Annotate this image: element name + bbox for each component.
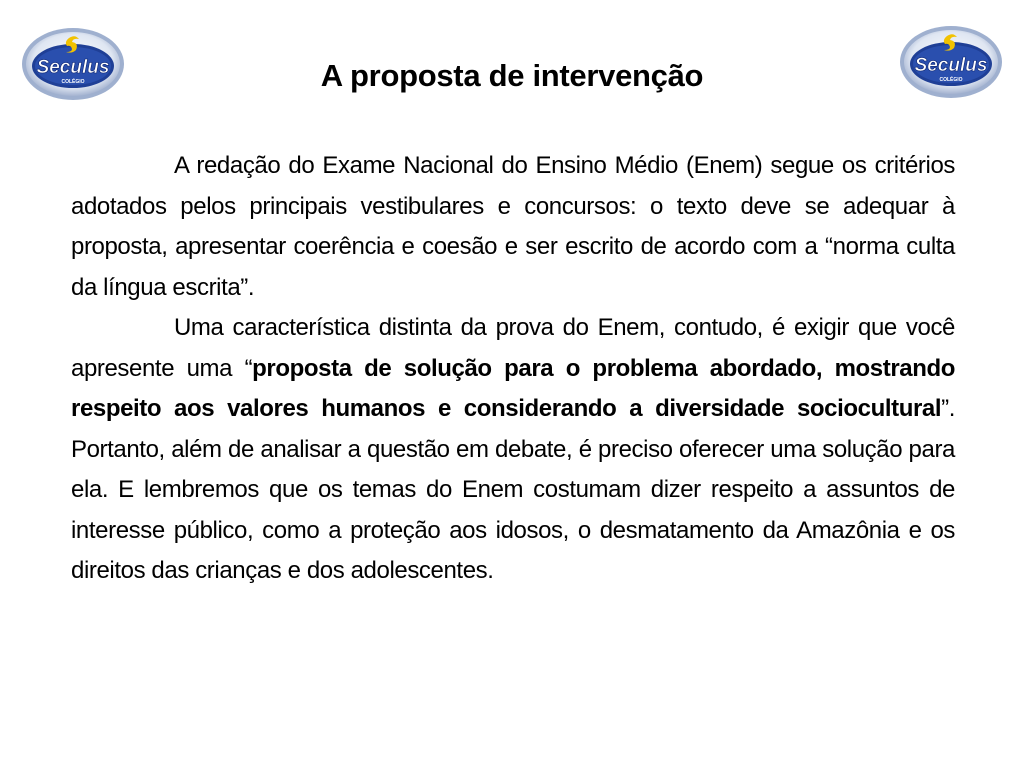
logo-wordmark: Seculus [914,55,988,76]
paragraph-2-emphasis: proposta de solução para o problema abordado, mostrando respeito aos valores humanos e considerando a diversidade sociocultural [71,354,956,422]
paragraph-2-rest: ”. Portanto, além de analisar a questão em debate, é preciso oferecer uma solução para ela. E lembremos que os temas do Enem costumam dizer respeito a assuntos de interesse público, como a proteção aos idosos, o desmatamento da Amazônia e os direitos das crianças e dos adolescentes. [71,395,955,584]
logo-subtitle: COLÉGIO [939,77,963,83]
paragraph-2-intro: Uma característica distinta da prova do Enem, contudo, é exigir que você apresente uma “ [71,314,955,382]
logo-wordmark: Seculus [36,57,110,78]
page-title: A proposta de intervenção [320,58,704,93]
body-text [71,146,955,592]
paragraph-2 [71,308,955,592]
paragraph-1: A redação do Exame Nacional do Ensino Médio (Enem) segue os critérios adotados pelos principais vestibulares e concursos: o texto deve se adequar à proposta, apresentar coerência e coesão e ser escrito de acordo com a “norma culta da língua escrita”. [71,152,955,301]
logo-subtitle: COLÉGIO [61,79,85,85]
